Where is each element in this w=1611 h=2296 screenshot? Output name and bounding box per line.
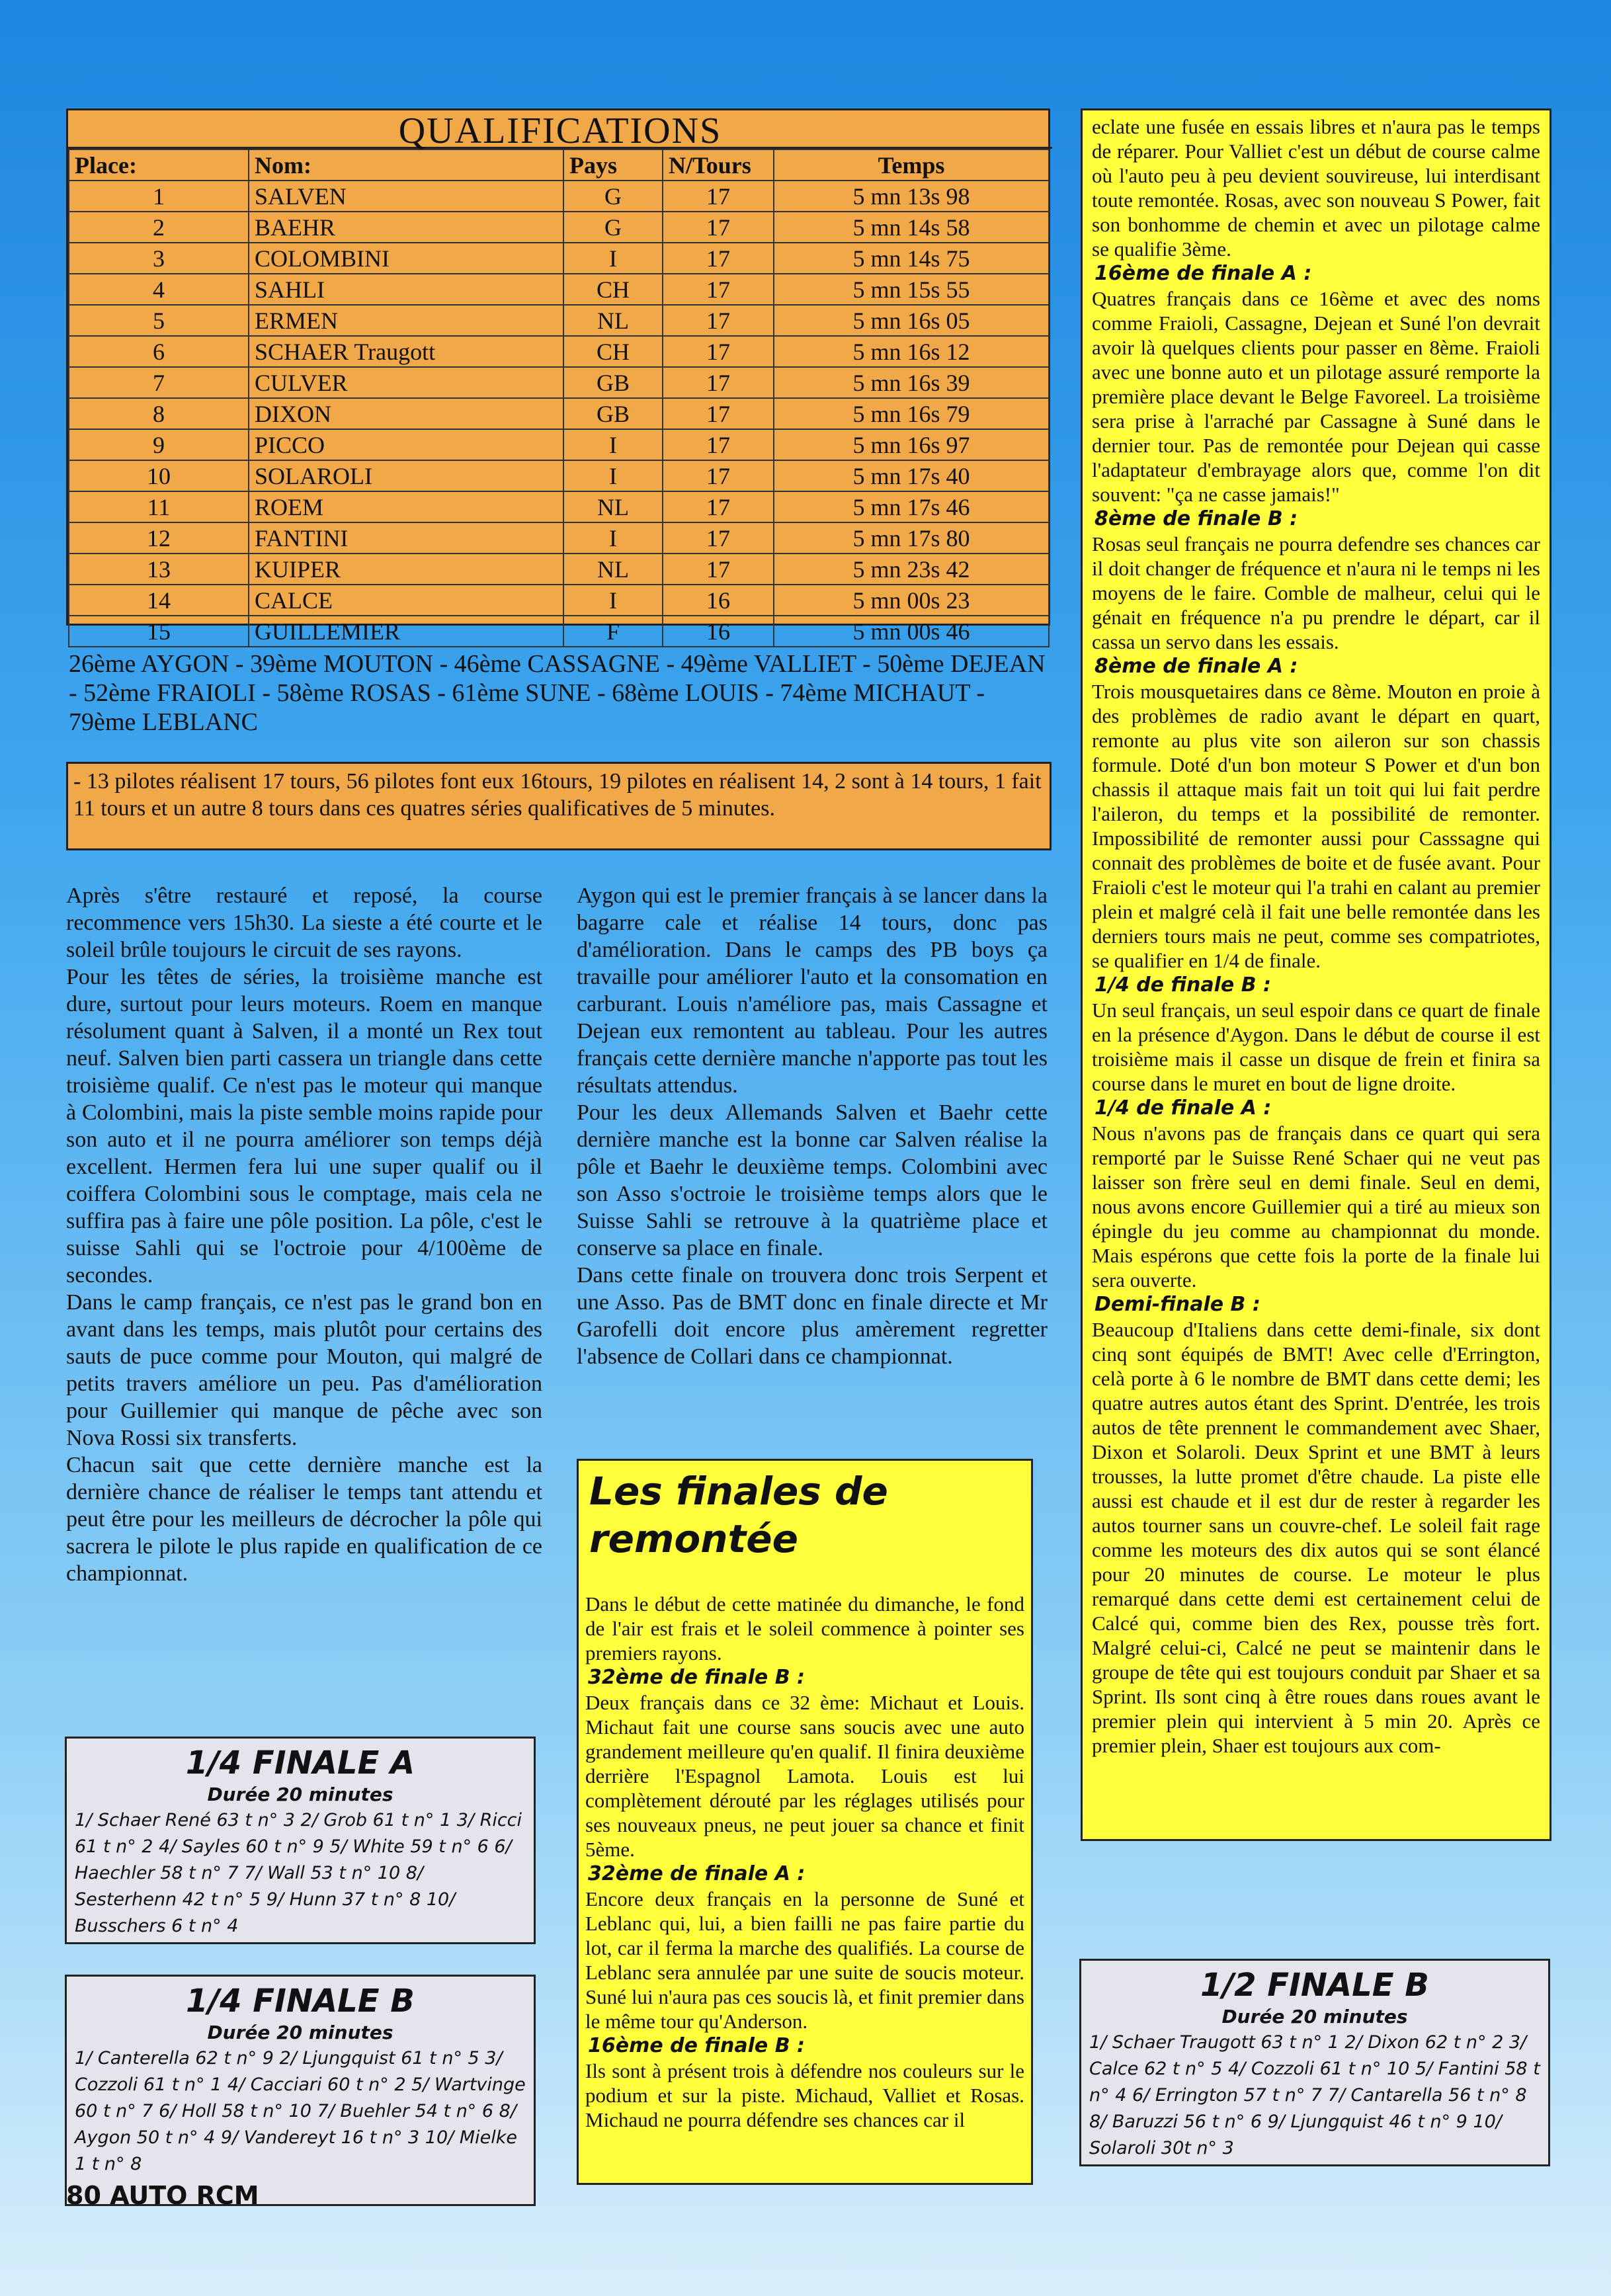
finales-title: Les finales de remontée xyxy=(589,1469,888,1561)
result-box-semi-final-b xyxy=(1079,1959,1550,2166)
cell-time: 5 mn 14s 75 xyxy=(774,243,1049,274)
cell-name: ERMEN xyxy=(249,305,563,336)
header-laps: N/Tours xyxy=(663,149,774,181)
section-heading: 1/4 de finale A : xyxy=(1095,1096,1272,1120)
table-row xyxy=(69,274,1049,305)
table-row xyxy=(69,522,1049,554)
section-heading: 1/4 de finale B : xyxy=(1095,973,1272,997)
cell-country: NL xyxy=(563,305,663,336)
section-heading: 8ème de finale A : xyxy=(1095,655,1298,678)
table-row xyxy=(69,585,1049,616)
section-text: Beaucoup d'Italiens dans cette demi-finale, six dont cinq sont équipés de BMT! Avec celle d'Errington, celà porte à 6 le nombre de BMT dans cette demi; les quatre autres autos étant des Sprint. D'entrée, les trois autos de tête prennent le commandement avec Shaer, Dixon et Solaroli. Deux Sprint et une BMT à leurs trousses, la lutte promet d'être chaude. La piste elle aussi est chaude et il est dur de rester à regarder les autos tourner sans un couvre-chef. Le soleil fait rage comme les moteurs des dix autos qui se sont élancé pour 20 minutes de course. Le moteur le plus remarqué dans cette demi est certainement celui de Calcé qui, comme bien des Rex, pousse très fort. Malgré celui-ci, Calcé ne peut se maintenir dans le groupe de tête qui est toujours conduit par Shaer et sa Sprint. Ils sont cinq à être roues dans roues avant le premier plein qui intervient à 5 min 20. Après ce premier plein, Shaer est toujours aux com- xyxy=(1092,1318,1540,1757)
section-text: Encore deux français en la personne de Suné et Leblanc qui, lui, a bien failli ne pas faire partie du lot, car il ferma la marche des qualifiés. La course de Leblanc sera annulée par une suite de soucis moteur. Suné lui n'aura pas ces soucis là, et finit premier dans le même tour qu'Anderson. xyxy=(585,1887,1024,2033)
cell-laps: 17 xyxy=(663,212,774,243)
cell-country: I xyxy=(563,429,663,460)
cell-country: GB xyxy=(563,367,663,398)
section-text: Trois mousquetaires dans ce 8ème. Mouton en proie à des problèmes de radio avant le départ en quart, remonte au plus vite son aileron sur son chassis formule. Doté d'un bon moteur S Power et d'un bon chassis il attaque mais fait un toit qui lui fait perdre l'aileron, du temps et la possibilité de remonter. Impossibilité de remonter aussi pour Casssagne qui connait des problèmes de boite et de fusée avant. Pour Fraioli c'est le moteur qui l'a trahi en calant au premier plein et malgré celà il fait une belle remontée dans les derniers tours mais ne peut, comme ses compatriotes, se qualifier en 1/4 de finale. xyxy=(1092,680,1540,972)
cell-place: 9 xyxy=(69,429,249,460)
table-row xyxy=(69,429,1049,460)
cell-time: 5 mn 00s 46 xyxy=(774,616,1049,647)
section-text: Un seul français, un seul espoir dans ce quart de finale en la présence d'Aygon. Dans le début de course il est troisième mais il casse un disque de frein et finira sa course dans le muret en bout de ligne droite. xyxy=(1092,999,1540,1095)
qualifications-body xyxy=(69,181,1049,647)
cell-place: 15 xyxy=(69,616,249,647)
section-heading: 32ème de finale A : xyxy=(588,1862,806,1885)
table-header-row xyxy=(69,149,1049,181)
paragraph: Dans le camp français, ce n'est pas le grand bon en avant dans les temps, mais plutôt pour certains des sauts de puce comme pour Mouton, qui malgré de petits travers améliore un peu. Pas d'amélioration pour Guillemier qui manque de pêche avec son Nova Rossi six transferts. xyxy=(66,1290,542,1450)
table-row xyxy=(69,181,1049,212)
cell-country: I xyxy=(563,243,663,274)
paragraph: Pour les têtes de séries, la troisième manche est dure, surtout pour leurs moteurs. Roem en manque résolument quant à Salven, il a monté un Rex tout neuf. Salven bien parti cassera un triangle dans cette troisième qualif. Ce n'est pas le moteur qui manque à Colombini, mais la piste semble moins rapide pour son auto et il ne pourra améliorer son temps déjà excellent. Hermen fera lui une super qualif ou il coiffera Colombini sous le comptage, mais cela ne suffira pas à faire une pôle position. La pôle, c'est le suisse Sahli qui se l'octroie pour 4/100ème de secondes. xyxy=(66,965,542,1288)
cell-country: NL xyxy=(563,491,663,522)
cell-laps: 17 xyxy=(663,274,774,305)
paragraph: Aygon qui est le premier français à se lancer dans la bagarre cale et réalise 14 tours, donc pas d'amélioration. Dans le camps des PB boys ça travaille pour améliorer l'auto et la consomation en carburant. Louis n'améliore pas, mais Cassagne et Dejean eux remontent au tableau. Pour les autres français cette dernière manche n'apporte pas tout les résultats attendus. xyxy=(577,883,1048,1098)
section-heading: Demi-finale B : xyxy=(1095,1293,1260,1316)
cell-place: 1 xyxy=(69,181,249,212)
cell-place: 11 xyxy=(69,491,249,522)
section-text: Rosas seul français ne pourra defendre ses chances car il doit changer de fréquence et n'aura ni le temps ni les moyens de le faire. Comble de malheur, celui qui le génait en fréquence n'a pu prendre le départ, car il cassa un servo dans les essais. xyxy=(1092,532,1540,653)
cell-laps: 17 xyxy=(663,336,774,367)
cell-name: SCHAER Traugott xyxy=(249,336,563,367)
cell-name: CALCE xyxy=(249,585,563,616)
cell-place: 14 xyxy=(69,585,249,616)
page-footer: 80 AUTO RCM xyxy=(66,2181,259,2210)
cell-time: 5 mn 17s 80 xyxy=(774,522,1049,554)
header-place: Place: xyxy=(69,149,249,181)
section-heading: 16ème de finale A : xyxy=(1095,262,1312,285)
section-text: Ils sont à présent trois à défendre nos couleurs sur le podium et sur la piste. Michaud, Valliet et Rosas. Michaud ne pourra défendre ses chances car il xyxy=(585,2059,1024,2131)
cell-name: PICCO xyxy=(249,429,563,460)
cell-place: 10 xyxy=(69,460,249,491)
table-row xyxy=(69,305,1049,336)
cell-name: BAEHR xyxy=(249,212,563,243)
cell-place: 5 xyxy=(69,305,249,336)
table-row xyxy=(69,398,1049,429)
cell-laps: 17 xyxy=(663,305,774,336)
cell-time: 5 mn 17s 40 xyxy=(774,460,1049,491)
table-row xyxy=(69,491,1049,522)
cell-laps: 17 xyxy=(663,491,774,522)
cell-laps: 16 xyxy=(663,616,774,647)
cell-name: SAHLI xyxy=(249,274,563,305)
cell-name: SOLAROLI xyxy=(249,460,563,491)
cell-country: GB xyxy=(563,398,663,429)
table-row xyxy=(69,212,1049,243)
cell-place: 4 xyxy=(69,274,249,305)
section-heading: 32ème de finale B : xyxy=(588,1666,806,1689)
cell-laps: 17 xyxy=(663,181,774,212)
cell-place: 13 xyxy=(69,554,249,585)
cell-time: 5 mn 23s 42 xyxy=(774,554,1049,585)
result-box-duration: Durée 20 minutes xyxy=(1221,2006,1408,2028)
cell-laps: 17 xyxy=(663,460,774,491)
cell-laps: 17 xyxy=(663,243,774,274)
article-column-2 xyxy=(577,882,1048,1370)
result-box-title: 1/2 FINALE B xyxy=(1200,1967,1429,2004)
cell-time: 5 mn 14s 58 xyxy=(774,212,1049,243)
paragraph: Chacun sait que cette dernière manche est la dernière chance de réaliser le temps tant attendu et peut être pour les meilleurs de décrocher la pôle qui sacrera le pilote le plus rapide en qualification de ce championnat. xyxy=(66,1453,542,1586)
finales-box xyxy=(577,1459,1033,2185)
cell-country: CH xyxy=(563,274,663,305)
qualifications-title: QUALIFICATIONS xyxy=(68,110,1052,149)
cell-name: FANTINI xyxy=(249,522,563,554)
cell-country: NL xyxy=(563,554,663,585)
cell-place: 6 xyxy=(69,336,249,367)
french-ranks: 26ème AYGON - 39ème MOUTON - 46ème CASSAGNE - 49ème VALLIET - 50ème DEJEAN - 52ème FRAIOLI - 58ème ROSAS - 61ème SUNE - 68ème LOUIS - 74ème MICHAUT - 79ème LEBLANC xyxy=(69,650,1046,736)
cell-time: 5 mn 16s 97 xyxy=(774,429,1049,460)
table-row xyxy=(69,367,1049,398)
finales-continued-column xyxy=(1081,108,1551,1841)
table-row xyxy=(69,554,1049,585)
paragraph: Après s'être restauré et reposé, la course recommence vers 15h30. La sieste a été courte et le soleil brûle toujours le circuit de ses rayons. xyxy=(66,883,542,962)
paragraph: Dans cette finale on trouvera donc trois Serpent et une Asso. Pas de BMT donc en finale directe et Mr Garofelli doit encore plus amèrement regretter l'absence de Collari dans ce championnat. xyxy=(577,1263,1048,1369)
qualifications-table xyxy=(66,108,1050,645)
cell-name: SALVEN xyxy=(249,181,563,212)
article-column-1 xyxy=(66,882,542,1587)
cell-country: CH xyxy=(563,336,663,367)
table-row xyxy=(69,460,1049,491)
section-text: Deux français dans ce 32 ème: Michaut et Louis. Michaut fait une course sans soucis avec une auto grandement meilleure qu'en qualif. Il finira deuxième derrière l'Espagnol Lamota. Louis est lui complètement dérouté par les réglages utilisés pour ses nouveaux pneus, ne peut jouer sa chance et finit 5ème. xyxy=(585,1691,1024,1861)
cell-country: I xyxy=(563,460,663,491)
result-box-title: 1/4 FINALE A xyxy=(185,1744,415,1782)
cell-time: 5 mn 16s 39 xyxy=(774,367,1049,398)
cell-laps: 17 xyxy=(663,398,774,429)
header-time: Temps xyxy=(774,149,1049,181)
cell-laps: 17 xyxy=(663,367,774,398)
cell-laps: 17 xyxy=(663,522,774,554)
section-text: Quatres français dans ce 16ème et avec des noms comme Fraioli, Cassagne, Dejean et Suné l'on devrait avoir là quelques clients pour passer en 8ème. Fraioli avec une bonne auto et un pilotage assuré remporte la première place devant le Belge Favoreel. La troisième sera prise à l'arraché par Cassagne à Suné dans le dernier tour. Pas de remontée pour Dejean qui casse l'adaptateur d'embrayage alors que, comme l'on dit souvent: "ça ne casse jamais!" xyxy=(1092,287,1540,506)
cell-laps: 17 xyxy=(663,554,774,585)
cell-country: G xyxy=(563,181,663,212)
cell-name: KUIPER xyxy=(249,554,563,585)
header-country: Pays xyxy=(563,149,663,181)
qualification-note: - 13 pilotes réalisent 17 tours, 56 pilotes font eux 16tours, 19 pilotes en réalisent 14, 2 sont à 14 tours, 1 fait 11 tours et un autre 8 tours dans ces quatres séries qualificatives de 5 minutes. xyxy=(66,762,1052,850)
table-row xyxy=(69,336,1049,367)
result-box-body: 1/ Schaer Traugott 63 t n° 1 2/ Dixon 62 t n° 2 3/ Calce 62 t n° 5 4/ Cozzoli 61 t n° 10 5/ Fantini 58 t n° 4 6/ Errington 57 t n° 7 7/ Cantarella 56 t n° 8 8/ Baruzzi 56 t n° 6 9/ Ljungquist 46 t n° 9 10/ Solaroli 30t n° 3 xyxy=(1089,2032,1540,2158)
cell-laps: 16 xyxy=(663,585,774,616)
cell-name: CULVER xyxy=(249,367,563,398)
cell-time: 5 mn 15s 55 xyxy=(774,274,1049,305)
table-row xyxy=(69,243,1049,274)
result-box-body: 1/ Canterella 62 t n° 9 2/ Ljungquist 61 t n° 5 3/ Cozzoli 61 t n° 1 4/ Cacciari 60 t n° 2 5/ Wartvinge 60 t n° 7 6/ Holl 58 t n° 10 7/ Buehler 54 t n° 6 8/ Aygon 50 t n° 4 9/ Vandereyt 16 t n° 3 10/ Mielke 1 t n° 8 xyxy=(75,2048,526,2174)
result-box-quarter-final-b xyxy=(65,1975,536,2206)
cell-country: F xyxy=(563,616,663,647)
qualifications-grid xyxy=(68,149,1050,647)
section-heading: 8ème de finale B : xyxy=(1095,507,1298,530)
finales-intro: Dans le début de cette matinée du dimanche, le fond de l'air est frais et le soleil commence à pointer ses premiers rayons. xyxy=(585,1592,1024,1664)
cell-time: 5 mn 16s 05 xyxy=(774,305,1049,336)
cell-time: 5 mn 17s 46 xyxy=(774,491,1049,522)
result-box-title: 1/4 FINALE B xyxy=(186,1983,415,2020)
cell-place: 12 xyxy=(69,522,249,554)
cell-name: COLOMBINI xyxy=(249,243,563,274)
cell-place: 3 xyxy=(69,243,249,274)
cell-name: GUILLEMIER xyxy=(249,616,563,647)
cell-place: 2 xyxy=(69,212,249,243)
cell-time: 5 mn 00s 23 xyxy=(774,585,1049,616)
cell-country: I xyxy=(563,522,663,554)
cell-name: ROEM xyxy=(249,491,563,522)
section-heading: 16ème de finale B : xyxy=(588,2034,806,2057)
cell-name: DIXON xyxy=(249,398,563,429)
cell-time: 5 mn 16s 12 xyxy=(774,336,1049,367)
section-text: Nous n'avons pas de français dans ce quart qui sera remporté par le Suisse René Schaer qui ne veut pas laisser son frère seul en demi finale. Seul en demi, nous avons encore Guillemier qui a tiré au mieux son épingle du jeu comme au championnat du monde. Mais espérons que cette fois la porte de la finale lui sera ouverte. xyxy=(1092,1122,1540,1292)
result-box-quarter-final-a xyxy=(65,1737,536,1944)
cell-country: G xyxy=(563,212,663,243)
cell-time: 5 mn 13s 98 xyxy=(774,181,1049,212)
result-box-duration: Durée 20 minutes xyxy=(207,1784,393,1805)
cell-place: 8 xyxy=(69,398,249,429)
result-box-duration: Durée 20 minutes xyxy=(207,2022,393,2043)
header-name: Nom: xyxy=(249,149,563,181)
cell-place: 7 xyxy=(69,367,249,398)
table-row xyxy=(69,616,1049,647)
column-intro: eclate une fusée en essais libres et n'aura pas le temps de réparer. Pour Valliet c'est un début de course calme où l'auto peu à peu devient souvireuse, lui interdisant toute remontée. Rosas, avec son nouveau S Power, fait son bonhomme de chemin et avec un pilotage calme se qualifie 3ème. xyxy=(1092,115,1541,261)
cell-time: 5 mn 16s 79 xyxy=(774,398,1049,429)
cell-laps: 17 xyxy=(663,429,774,460)
result-box-body: 1/ Schaer René 63 t n° 3 2/ Grob 61 t n° 1 3/ Ricci 61 t n° 2 4/ Sayles 60 t n° 9 5/ White 59 t n° 6 6/ Haechler 58 t n° 7 7/ Wall 53 t n° 10 8/ Sesterhenn 42 t n° 5 9/ Hunn 37 t n° 8 10/ Busschers 6 t n° 4 xyxy=(75,1810,522,1936)
cell-country: I xyxy=(563,585,663,616)
paragraph: Pour les deux Allemands Salven et Baehr cette dernière manche est la bonne car Salven réalise la pôle et Baehr le deuxième temps. Colombini avec son Asso s'octroie le troisième temps alors que le Suisse Sahli se retrouve à la quatrième place et conserve sa place en finale. xyxy=(577,1100,1048,1260)
